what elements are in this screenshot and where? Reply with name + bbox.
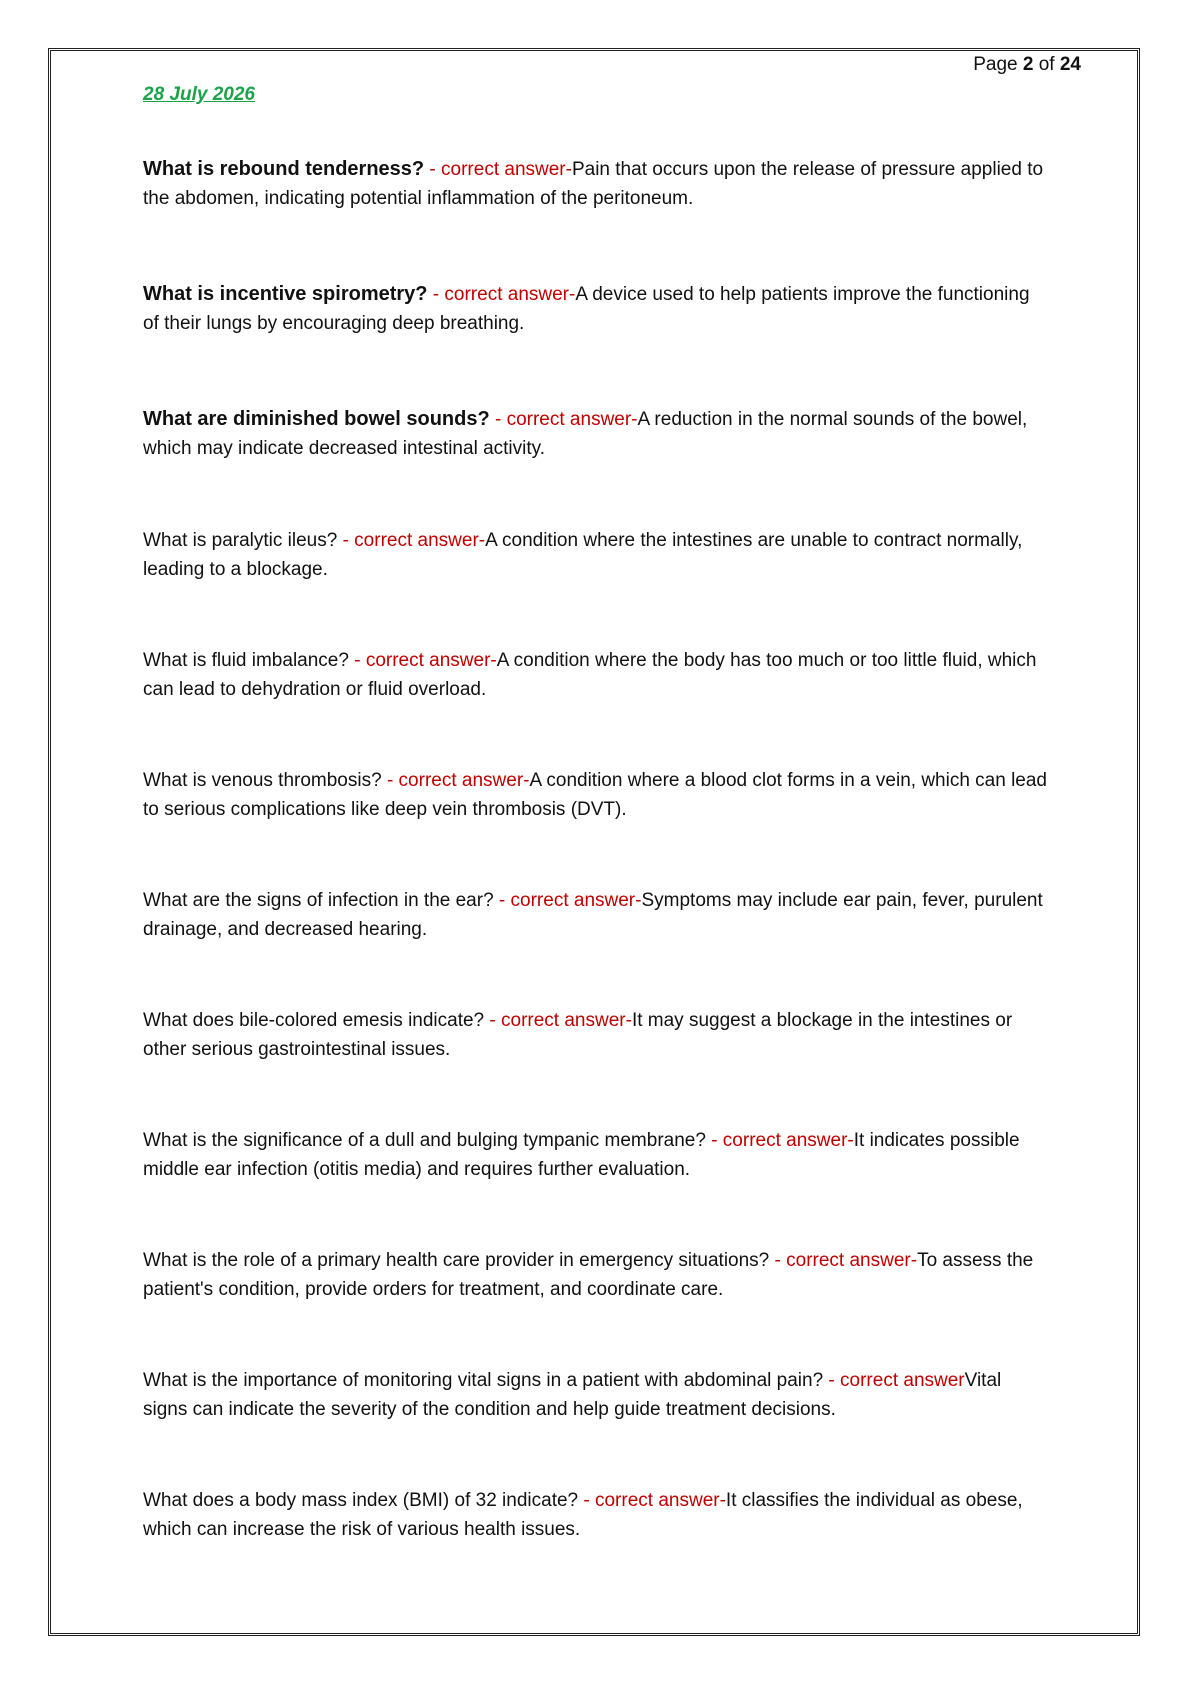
answer: It indicates possible middle ear infection (otitis media) and requires further evaluation. [143,1130,1020,1180]
question: What does bile-colored emesis indicate? [143,1010,485,1031]
answer-separator: - correct answer- [705,1130,854,1151]
qa-item [143,405,1048,463]
page-prefix: Page [973,54,1018,75]
page-number [973,54,1081,76]
qa-item [143,886,1048,944]
answer: Symptoms may include ear pain, fever, purulent drainage, and decreased hearing. [143,890,1043,940]
question: What does a body mass index (BMI) of 32 indicate? [143,1490,579,1511]
answer: A device used to help patients improve the functioning of their lungs by encouraging deep breathing. [143,284,1030,334]
qa-item [143,155,1048,213]
qa-item [143,1006,1048,1064]
answer: A condition where a blood clot forms in a vein, which can lead to serious complications like deep vein thrombosis (DVT). [143,770,1048,820]
answer: Pain that occurs upon the release of pressure applied to the abdomen, indicating potential inflammation of the peritoneum. [143,159,1044,209]
question: What are the signs of infection in the ear? [143,890,494,911]
question: What is incentive spirometry? [143,283,428,305]
answer-separator: - correct answer- [424,159,572,180]
page-total: 24 [1059,54,1081,75]
answer-separator: - correct answer- [493,890,642,911]
answer-separator: - correct answer- [348,650,497,671]
answer: To assess the patient's condition, provide orders for treatment, and coordinate care. [143,1250,1034,1300]
qa-item [143,1486,1048,1544]
qa-item [143,646,1048,704]
answer: Vital signs can indicate the severity of the condition and help guide treatment decisions. [143,1370,1002,1420]
qa-item [143,766,1048,824]
qa-item [143,1366,1048,1424]
answer-separator: - correct answer- [484,1010,632,1031]
answer-separator: - correct answer- [427,284,576,305]
question: What is fluid imbalance? [143,650,349,671]
document-date: 28 July 2026 [143,84,255,105]
answer-separator: - correct answer- [337,530,486,551]
qa-item [143,1246,1048,1304]
answer: It may suggest a blockage in the intestines or other serious gastrointestinal issues. [143,1010,1013,1060]
page-current: 2 [1022,54,1034,75]
answer: A condition where the intestines are unable to contract normally, leading to a blockage. [143,530,1023,580]
answer: A condition where the body has too much or too little fluid, which can lead to dehydration or fluid overload. [143,650,1037,700]
answer-separator: - correct answer- [769,1250,918,1271]
question: What is the importance of monitoring vital signs in a patient with abdominal pain? [143,1370,824,1391]
qa-item [143,1126,1048,1184]
page-of: of [1038,54,1055,75]
qa-item [143,526,1048,584]
answer: A reduction in the normal sounds of the bowel, which may indicate decreased intestinal activity. [143,409,1028,459]
question: What is the significance of a dull and bulging tympanic membrane? [143,1130,706,1151]
question: What is venous thrombosis? [143,770,382,791]
answer-separator: - correct answer- [489,409,638,430]
answer-separator: - correct answer- [578,1490,726,1511]
question: What is paralytic ileus? [143,530,338,551]
answer-separator: - correct answer- [381,770,530,791]
question: What is rebound tenderness? [143,158,425,180]
qa-item [143,280,1048,338]
answer: It classifies the individual as obese, which can increase the risk of various health issues. [143,1490,1023,1540]
answer-separator: - correct answer [823,1370,965,1391]
question: What are diminished bowel sounds? [143,408,490,430]
question: What is the role of a primary health care provider in emergency situations? [143,1250,770,1271]
